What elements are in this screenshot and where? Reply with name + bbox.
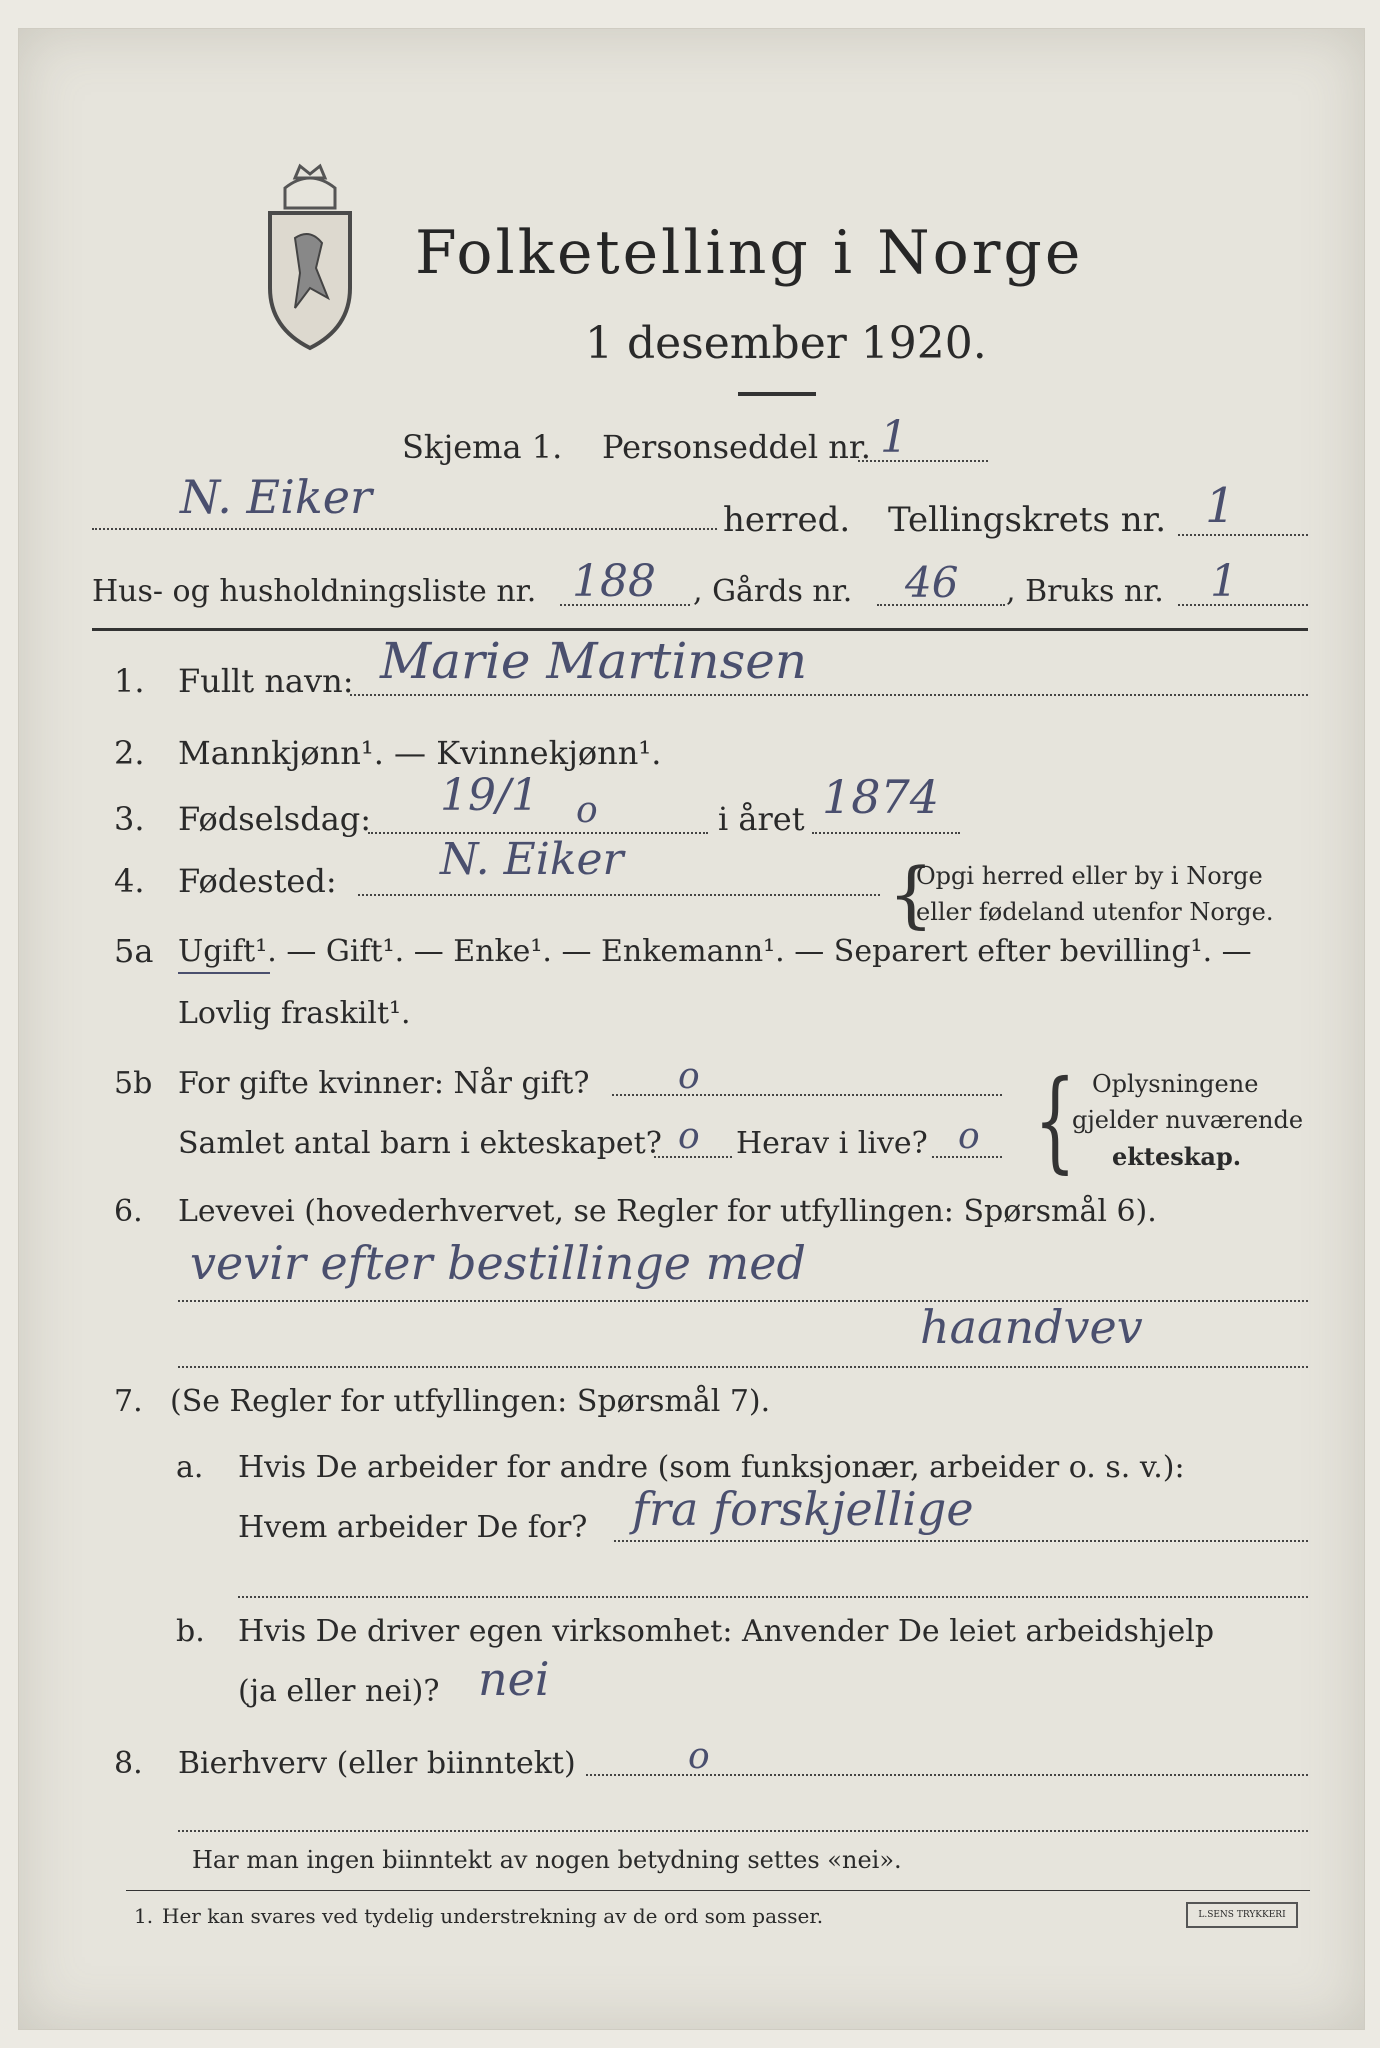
q5a-underline-ugift xyxy=(178,972,270,974)
q3-year-line xyxy=(812,832,960,834)
q8-label: Bierhverv (eller biinntekt) xyxy=(178,1746,576,1781)
q5b-value3: o xyxy=(958,1116,980,1157)
personseddel-line xyxy=(858,460,988,462)
footer-note: Har man ingen biinntekt av nogen betydning settes «nei». xyxy=(192,1846,902,1874)
form-title: Folketelling i Norge xyxy=(415,218,1084,288)
q2-label: Mannkjønn¹. — Kvinnekjønn¹. xyxy=(178,734,662,772)
q3-label: Fødselsdag: xyxy=(178,800,372,838)
q6-value1: vevir efter bestillinge med xyxy=(190,1236,806,1290)
footnote-divider xyxy=(126,1890,1310,1891)
bruks-line xyxy=(1178,604,1308,606)
gards-label: , Gårds nr. xyxy=(693,574,853,609)
q4-note-line2: eller fødeland utenfor Norge. xyxy=(916,898,1274,926)
personseddel-label: Personseddel nr. xyxy=(602,428,871,466)
q4-label: Fødested: xyxy=(178,862,337,900)
q1-line xyxy=(350,694,1308,696)
bruks-label: , Bruks nr. xyxy=(1006,574,1164,609)
q6-number: 6. xyxy=(114,1194,143,1229)
q5b-label2: Samlet antal barn i ekteskapet? xyxy=(178,1126,662,1161)
q4-note-line1: Opgi herred eller by i Norge xyxy=(916,862,1263,890)
q7a-answer-line2 xyxy=(238,1596,1308,1598)
q5a-line1: Ugift¹. — Gift¹. — Enke¹. — Enkemann¹. — Separert efter bevilling¹. — xyxy=(178,934,1252,969)
title-divider xyxy=(738,392,816,396)
q5b-label3: Herav i live? xyxy=(736,1126,928,1161)
q2-number: 2. xyxy=(114,734,145,772)
q7a-letter: a. xyxy=(176,1450,204,1485)
q7-label: (Se Regler for utfyllingen: Spørsmål 7). xyxy=(170,1384,771,1419)
coat-of-arms-icon xyxy=(250,158,370,358)
q7a-line1: Hvis De arbeider for andre (som funksjonær, arbeider o. s. v.): xyxy=(238,1450,1185,1485)
tellingskrets-label: Tellingskrets nr. xyxy=(888,500,1167,540)
q8-value: o xyxy=(688,1736,710,1777)
gards-value: 46 xyxy=(905,558,959,607)
herred-line xyxy=(92,528,717,530)
q6-label: Levevei (hovederhvervet, se Regler for utfyllingen: Spørsmål 6). xyxy=(178,1194,1157,1229)
header-separator xyxy=(92,628,1308,631)
q7-number: 7. xyxy=(114,1384,143,1419)
q5b-brace: { xyxy=(1034,1056,1076,1184)
q6-value2: haandvev xyxy=(920,1300,1143,1354)
q7b-value: nei xyxy=(478,1652,550,1706)
q3-year-value: 1874 xyxy=(822,770,940,824)
q1-label: Fullt navn: xyxy=(178,662,354,700)
bruks-value: 1 xyxy=(1210,556,1238,607)
tellingskrets-line xyxy=(1178,534,1308,536)
q5b-number: 5b xyxy=(114,1066,153,1101)
q4-brace: { xyxy=(888,852,934,936)
herred-label: herred. xyxy=(723,500,851,540)
q1-value: Marie Martinsen xyxy=(380,632,808,690)
q8-number: 8. xyxy=(114,1746,143,1781)
herred-value: N. Eiker xyxy=(180,470,372,524)
footnote-text: Her kan svares ved tydelig understrekning av de ord som passer. xyxy=(162,1904,824,1928)
printer-stamp: L.SENS TRYKKERI xyxy=(1186,1902,1298,1928)
q7b-letter: b. xyxy=(176,1614,205,1649)
q5b-label1: For gifte kvinner: Når gift? xyxy=(178,1066,590,1101)
q4-line xyxy=(358,894,880,896)
q5b-line1 xyxy=(612,1094,1002,1096)
q7a-answer-line1 xyxy=(614,1540,1308,1542)
q5a-line2: Lovlig fraskilt¹. xyxy=(178,996,411,1031)
q5b-value2: o xyxy=(678,1116,700,1157)
q7b-line2: (ja eller nei)? xyxy=(238,1674,440,1709)
q7a-value: fra forskjellige xyxy=(632,1482,974,1536)
q3-year-label: i året xyxy=(718,800,805,838)
q3-day-value2: o xyxy=(576,790,598,831)
hus-value: 188 xyxy=(572,556,656,607)
census-date: 1 desember 1920. xyxy=(585,318,987,369)
q5b-note3: ekteskap. xyxy=(1112,1142,1242,1171)
tellingskrets-value: 1 xyxy=(1205,478,1236,534)
q5b-value1: o xyxy=(678,1056,700,1097)
q7a-line2: Hvem arbeider De for? xyxy=(238,1510,588,1545)
q3-day-value: 19/1 xyxy=(440,770,539,821)
footnote-mark: 1. xyxy=(134,1904,154,1928)
skjema-label: Skjema 1. xyxy=(402,428,563,466)
q5b-note1: Oplysningene xyxy=(1092,1070,1259,1098)
q3-number: 3. xyxy=(114,800,145,838)
q4-number: 4. xyxy=(114,862,145,900)
q7b-line1: Hvis De driver egen virksomhet: Anvender De leiet arbeidshjelp xyxy=(238,1614,1215,1649)
q6-line2 xyxy=(178,1366,1308,1368)
q5a-number: 5a xyxy=(114,932,154,970)
q4-value: N. Eiker xyxy=(440,834,624,885)
hus-label: Hus- og husholdningsliste nr. xyxy=(92,574,537,609)
q1-number: 1. xyxy=(114,662,145,700)
q8-line2 xyxy=(178,1830,1308,1832)
q5b-note2: gjelder nuværende xyxy=(1072,1106,1304,1134)
personseddel-value: 1 xyxy=(880,412,908,463)
